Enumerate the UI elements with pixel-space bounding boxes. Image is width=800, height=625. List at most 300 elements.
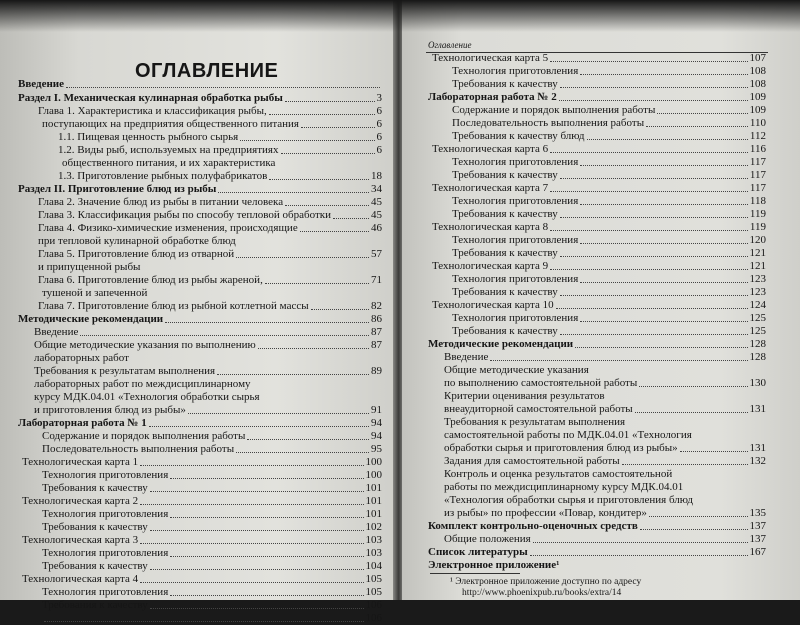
toc-entry-title: при тепловой кулинарной обработке блюд	[38, 235, 236, 247]
toc-leader-dots	[649, 516, 748, 517]
toc-page-number: 109	[749, 104, 766, 116]
toc-entry-title: по выполнению самостоятельной работы	[444, 377, 638, 389]
toc-entry-title: Глава 4. Физико-химические изменения, происходящие	[38, 222, 298, 234]
toc-entry[interactable]	[428, 78, 766, 91]
toc-entry[interactable]	[18, 443, 382, 456]
toc-page-number: 121	[749, 260, 766, 272]
toc-entry[interactable]	[18, 534, 382, 547]
toc-page-number: 6	[376, 105, 382, 117]
toc-leader-dots	[170, 556, 363, 557]
toc-leader-dots	[580, 165, 748, 166]
toc-leader-dots	[580, 321, 747, 322]
toc-leader-dots	[639, 386, 747, 387]
toc-entry[interactable]	[428, 416, 766, 429]
toc-page-number: 18	[371, 170, 382, 182]
toc-entry[interactable]	[428, 520, 766, 533]
toc-entry[interactable]	[18, 157, 382, 170]
toc-page-number: 89	[371, 365, 382, 377]
toc-entry-title: Технология приготовления	[452, 156, 579, 168]
toc-entry[interactable]	[18, 521, 382, 534]
toc-leader-dots	[587, 139, 748, 140]
toc-entry[interactable]	[428, 156, 766, 169]
toc-leader-dots	[560, 178, 748, 179]
toc-entry[interactable]	[18, 261, 382, 274]
toc-entry[interactable]	[18, 78, 382, 91]
toc-entry-title: курсу МДК.04.01 «Технология обработки сырья	[34, 391, 260, 403]
toc-entry[interactable]	[18, 547, 382, 560]
toc-leader-dots	[66, 87, 380, 88]
toc-leader-dots	[580, 74, 747, 75]
toc-entry-title: «Технология обработки сырья и приготовления блюд	[444, 494, 694, 506]
toc-leader-dots	[269, 179, 369, 180]
toc-leader-dots	[258, 348, 369, 349]
toc-leader-dots	[170, 478, 363, 479]
toc-page-number: 87	[371, 339, 382, 351]
toc-entry-title: Требования к качеству	[42, 482, 148, 494]
toc-entry-title: Общие положения	[444, 533, 531, 545]
toc-entry[interactable]	[428, 364, 766, 377]
toc-entry-title: Глава 1. Характеристика и классификация рыбы,	[38, 105, 267, 117]
toc-entry-title: Технологическая карта 6	[432, 143, 549, 155]
toc-page-number: 103	[365, 534, 382, 546]
toc-entry[interactable]	[18, 339, 382, 352]
toc-entry-title: Методические рекомендации	[428, 338, 574, 350]
toc-leader-dots	[236, 257, 369, 258]
toc-entry-title: Глава 5. Приготовление блюд из отварной	[38, 248, 235, 260]
toc-page-number: 100	[365, 469, 382, 481]
toc-leader-dots	[622, 464, 748, 465]
toc-entry-title: Требования к результатам выполнения	[34, 365, 216, 377]
toc-page-number: 123	[749, 286, 766, 298]
toc-entry-title: Задания для самостоятельной работы	[444, 455, 620, 467]
toc-entry-title: Технология приготовления	[452, 273, 579, 285]
footnote	[450, 577, 641, 599]
toc-leader-dots	[140, 543, 363, 544]
toc-entry-title: Требования к результатам выполнения	[444, 416, 626, 428]
toc-entry[interactable]	[428, 390, 766, 403]
toc-entry[interactable]	[428, 273, 766, 286]
toc-entry[interactable]	[18, 352, 382, 365]
toc-leader-dots	[640, 529, 748, 530]
toc-page-number: 100	[365, 456, 382, 468]
toc-page-number: 128	[749, 351, 766, 363]
footnote-rule	[430, 573, 520, 574]
toc-entry[interactable]	[428, 325, 766, 338]
toc-page-number: 131	[749, 442, 766, 454]
toc-entry[interactable]	[18, 313, 382, 326]
toc-leader-dots	[150, 530, 364, 531]
toc-entry[interactable]	[428, 299, 766, 312]
toc-leader-dots	[550, 152, 748, 153]
toc-entry[interactable]	[18, 287, 382, 300]
toc-entry-title: Контроль и оценка результатов самостоятельной	[444, 468, 673, 480]
toc-entry[interactable]	[18, 612, 382, 625]
toc-entry[interactable]	[428, 195, 766, 208]
toc-leader-dots	[657, 113, 747, 114]
toc-page-number: 116	[749, 143, 766, 155]
toc-page-number: 6	[376, 144, 382, 156]
toc-entry[interactable]	[18, 560, 382, 573]
toc-leader-dots	[311, 309, 369, 310]
toc-entry-title: Электронное приложение¹	[428, 559, 560, 571]
toc-entry-title: Общие методические указания	[444, 364, 589, 376]
toc-entry[interactable]	[18, 92, 382, 105]
toc-entry[interactable]	[18, 144, 382, 157]
toc-page-number: 101	[365, 508, 382, 520]
toc-leader-dots	[150, 491, 364, 492]
toc-entry-title: 1.2. Виды рыб, используемых на предприятиях	[58, 144, 279, 156]
toc-page-number: 103	[365, 547, 382, 559]
toc-page-number: 94	[371, 430, 382, 442]
toc-entry-title: обработки сырья и приготовления блюд из рыбы»	[444, 442, 678, 454]
toc-leader-dots	[150, 608, 364, 609]
toc-leader-dots	[550, 191, 748, 192]
toc-leader-dots	[490, 360, 747, 361]
toc-page-number: 105	[365, 573, 382, 585]
toc-entry-title: Последовательность выполнения работы	[42, 443, 235, 455]
toc-leader-dots	[333, 218, 369, 219]
toc-entry-title: Раздел I. Механическая кулинарная обработка рыбы	[18, 92, 283, 104]
toc-entry-title: Глава 7. Приготовление блюд из рыбной котлетной массы	[38, 300, 309, 312]
toc-entry-title: Технология приготовления	[452, 65, 579, 77]
toc-leader-dots	[575, 347, 747, 348]
toc-entry-title: 1.1. Пищевая ценность рыбного сырья	[58, 131, 239, 143]
toc-page-number: 101	[365, 495, 382, 507]
toc-entry[interactable]	[18, 404, 382, 417]
toc-leader-dots	[646, 126, 748, 127]
footnote-url: http://www.phoenixpub.ru/books/extra/14	[462, 588, 622, 598]
toc-page-number: 118	[749, 195, 766, 207]
toc-entry[interactable]	[428, 546, 766, 559]
toc-page-number: 132	[749, 455, 766, 467]
toc-entry-title: Требования к качеству	[452, 208, 558, 220]
toc-entry-title: Комплект контрольно-оценочных средств	[428, 520, 638, 532]
toc-entry-title: Лабораторная работа № 2	[428, 91, 557, 103]
toc-entry[interactable]	[428, 247, 766, 260]
toc-entry-title: Технологическая карта 4	[22, 573, 139, 585]
toc-page-number: 34	[371, 183, 382, 195]
toc-entry[interactable]	[428, 260, 766, 273]
toc-leader-dots	[236, 452, 369, 453]
toc-entry-title: тушеной и запеченной	[42, 287, 148, 299]
toc-leader-dots	[560, 334, 748, 335]
toc-entry-title: Технология приготовления	[452, 195, 579, 207]
toc-entry-title: Технологическая карта 8	[432, 221, 549, 233]
toc-entry[interactable]	[428, 533, 766, 546]
toc-page-number: 109	[749, 91, 766, 103]
toc-entry[interactable]	[18, 300, 382, 313]
toc-page-number: 102	[365, 521, 382, 533]
toc-leader-dots	[556, 308, 748, 309]
toc-page-number: 104	[365, 560, 382, 572]
toc-entry-title: Технология приготовления	[42, 508, 169, 520]
toc-entry-title: Технология приготовления	[42, 469, 169, 481]
toc-entry-title: Введение	[34, 326, 79, 338]
toc-entry[interactable]	[428, 481, 766, 494]
toc-entry-title: 1.3. Приготовление рыбных полуфабрикатов	[58, 170, 268, 182]
toc-entry-title: Раздел II. Приготовление блюд из рыбы	[18, 183, 217, 195]
toc-leader-dots	[560, 256, 748, 257]
toc-entry[interactable]	[428, 351, 766, 364]
toc-entry[interactable]	[18, 131, 382, 144]
toc-entry[interactable]	[428, 104, 766, 117]
toc-leader-dots	[560, 87, 748, 88]
toc-page-number: 6	[376, 118, 382, 130]
toc-leader-dots	[247, 439, 369, 440]
toc-leader-dots	[188, 413, 369, 414]
toc-entry-title: Глава 2. Значение блюд из рыбы в питании человека	[38, 196, 284, 208]
toc-page-number: 3	[376, 92, 382, 104]
toc-leader-dots	[300, 231, 369, 232]
toc-entry-title: лабораторных работ	[34, 352, 129, 364]
toc-entry[interactable]	[18, 118, 382, 131]
running-head: Оглавление	[428, 40, 472, 50]
toc-entry[interactable]	[18, 456, 382, 469]
toc-entry-title: Список литературы	[428, 546, 528, 558]
toc-entry-title: и приготовления блюд из рыбы»	[34, 404, 186, 416]
toc-entry-title: внеаудиторной самостоятельной работы	[444, 403, 633, 415]
toc-leader-dots	[140, 582, 363, 583]
toc-entry[interactable]	[428, 442, 766, 455]
toc-entry[interactable]	[18, 170, 382, 183]
toc-entry[interactable]	[18, 183, 382, 196]
toc-leader-dots	[165, 322, 369, 323]
toc-entry[interactable]	[428, 169, 766, 182]
toc-entry-title: Введение	[18, 78, 65, 90]
right-page	[402, 0, 800, 600]
toc-entry-title: Требования к качеству	[42, 521, 148, 533]
toc-entry-title: Технологическая карта 10	[432, 299, 554, 311]
toc-page-number: 110	[749, 117, 766, 129]
toc-entry-title: Содержание и порядок выполнения работы	[452, 104, 656, 116]
toc-page-number: 45	[371, 196, 382, 208]
toc-page-number: 6	[376, 131, 382, 143]
toc-leader-dots	[149, 426, 369, 427]
toc-page-number: 130	[749, 377, 766, 389]
toc-leader-dots	[550, 269, 747, 270]
toc-leader-dots	[140, 504, 363, 505]
toc-leader-dots	[301, 127, 375, 128]
toc-entry[interactable]	[18, 378, 382, 391]
toc-page-number: 167	[749, 546, 766, 558]
toc-entry-title: Технология приготовления	[452, 312, 579, 324]
toc-leader-dots	[560, 217, 748, 218]
page-title: ОГЛАВЛЕНИЕ	[135, 60, 279, 82]
toc-entry[interactable]	[428, 338, 766, 351]
toc-entry[interactable]	[428, 455, 766, 468]
toc-leader-dots	[140, 465, 363, 466]
toc-page-number: 124	[749, 299, 766, 311]
toc-entry[interactable]	[428, 312, 766, 325]
toc-page-number: 137	[749, 520, 766, 532]
toc-entry-title: Лабораторная работа № 1	[18, 417, 147, 429]
toc-entry-title: работы по междисциплинарному курсу МДК.04.01	[444, 481, 684, 493]
toc-page-number: 119	[749, 221, 766, 233]
toc-entry[interactable]	[18, 469, 382, 482]
toc-entry[interactable]	[18, 391, 382, 404]
toc-entry-title: Технологическая карта 7	[432, 182, 549, 194]
toc-entry[interactable]	[18, 573, 382, 586]
toc-entry[interactable]	[428, 130, 766, 143]
toc-page-number: 121	[749, 247, 766, 259]
toc-entry[interactable]	[18, 248, 382, 261]
toc-leader-dots	[80, 335, 369, 336]
toc-page-number: 94	[371, 417, 382, 429]
toc-entry[interactable]	[428, 403, 766, 416]
toc-entry[interactable]	[428, 143, 766, 156]
toc-leader-dots	[580, 243, 747, 244]
toc-entry[interactable]	[18, 274, 382, 287]
toc-leader-dots	[533, 542, 748, 543]
toc-entry[interactable]	[428, 377, 766, 390]
toc-entry-title: Глава 6. Приготовление блюд из рыбы жареной,	[38, 274, 263, 286]
toc-page-number: 117	[749, 156, 766, 168]
toc-entry-title: Технологическая карта 9	[432, 260, 549, 272]
toc-leader-dots	[218, 192, 369, 193]
toc-leader-dots	[680, 451, 748, 452]
toc-entry[interactable]	[428, 91, 766, 104]
toc-entry[interactable]	[18, 599, 382, 612]
left-page	[0, 0, 395, 624]
toc-page-number: 45	[371, 209, 382, 221]
toc-leader-dots	[580, 204, 748, 205]
toc-page-number: 108	[749, 78, 766, 90]
toc-entry[interactable]	[428, 468, 766, 481]
toc-entry[interactable]	[428, 221, 766, 234]
toc-entry[interactable]	[428, 234, 766, 247]
toc-entry-title: Требования к качеству	[42, 599, 148, 611]
toc-entry-title: Технология приготовления	[452, 234, 579, 246]
toc-entry[interactable]	[18, 235, 382, 248]
toc-leader-dots	[240, 140, 374, 141]
toc-entry-title: Введение	[444, 351, 489, 363]
toc-page-number: 95	[371, 443, 382, 455]
toc-page-number: 105	[365, 586, 382, 598]
toc-entry[interactable]	[18, 196, 382, 209]
toc-entry-title: самостоятельной работы по МДК.04.01 «Технология	[444, 429, 692, 441]
toc-leader-dots	[281, 153, 375, 154]
toc-entry-title: и припущенной рыбы	[38, 261, 141, 273]
toc-page-number: 87	[371, 326, 382, 338]
toc-leader-dots	[285, 205, 369, 206]
toc-leader-dots	[550, 61, 747, 62]
toc-page-number: 112	[749, 130, 766, 142]
toc-entry[interactable]	[18, 209, 382, 222]
toc-entry[interactable]	[18, 586, 382, 599]
toc-entry[interactable]	[428, 286, 766, 299]
toc-leader-dots	[265, 283, 369, 284]
toc-page-number: 131	[749, 403, 766, 415]
toc-entry-title: Содержание и порядок выполнения работы	[42, 430, 246, 442]
toc-entry[interactable]	[428, 117, 766, 130]
toc-page-number: 137	[749, 533, 766, 545]
toc-leader-dots	[269, 114, 375, 115]
toc-entry-title: Технологическая карта 1	[22, 456, 139, 468]
toc-entry[interactable]	[428, 52, 766, 65]
toc-entry-title: Требования к качеству	[452, 78, 558, 90]
toc-page-number: 117	[749, 169, 766, 181]
toc-entry-title: из рыбы» по профессии «Повар, кондитер»	[444, 507, 647, 519]
toc-entry[interactable]	[18, 365, 382, 378]
toc-leader-dots	[550, 230, 748, 231]
toc-page-number: 106	[365, 599, 382, 611]
toc-page-number: 128	[749, 338, 766, 350]
toc-page-number: 108	[749, 65, 766, 77]
toc-entry[interactable]	[18, 222, 382, 235]
toc-leader-dots	[559, 100, 748, 101]
toc-entry-title: Технологическая карта 5	[432, 52, 549, 64]
toc-entry[interactable]	[428, 182, 766, 195]
toc-entry-title: Требования к качеству	[42, 560, 148, 572]
toc-leader-dots	[170, 517, 363, 518]
toc-entry[interactable]	[428, 494, 766, 507]
toc-page-number: 107	[749, 52, 766, 64]
toc-page-number: 120	[749, 234, 766, 246]
toc-entry[interactable]	[18, 105, 382, 118]
toc-page-number: 106	[365, 612, 382, 624]
toc-entry[interactable]	[18, 508, 382, 521]
toc-leader-dots	[217, 374, 369, 375]
toc-page-number: 71	[371, 274, 382, 286]
toc-entry-title: Последовательность выполнения работы	[452, 117, 645, 129]
toc-page-number: 82	[371, 300, 382, 312]
toc-entry-title: поступающих на предприятия общественного питания	[42, 118, 299, 130]
toc-entry-title: Технологическая карта 3	[22, 534, 139, 546]
toc-leader-dots	[170, 595, 363, 596]
toc-entry-title: Требования к качеству	[452, 169, 558, 181]
toc-entry[interactable]	[18, 495, 382, 508]
toc-entry[interactable]	[428, 559, 766, 572]
toc-entry[interactable]	[428, 208, 766, 221]
toc-entry-title: лабораторных работ по междисциплинарному	[34, 378, 251, 390]
toc-entry-title: Требования к качеству	[452, 325, 558, 337]
toc-entry-title: общественного питания, и их характеристика	[62, 157, 276, 169]
toc-page-number: 119	[749, 208, 766, 220]
toc-entry[interactable]	[18, 482, 382, 495]
toc-leader-dots	[530, 555, 748, 556]
toc-entry-title: Требования к качеству	[452, 247, 558, 259]
footnote-text: ¹ Электронное приложение доступно по адресу	[450, 577, 642, 587]
toc-page-number: 125	[749, 312, 766, 324]
toc-entry-title: Технология приготовления	[42, 586, 169, 598]
toc-page-number: 57	[371, 248, 382, 260]
toc-leader-dots	[285, 101, 375, 102]
toc-entry-title: Технологическая карта 2	[22, 495, 139, 507]
toc-page-number: 86	[371, 313, 382, 325]
toc-page-number: 125	[749, 325, 766, 337]
toc-entry-title: Критерии оценивания результатов	[444, 390, 605, 402]
toc-entry-title: Требования к качеству	[452, 286, 558, 298]
toc-entry[interactable]	[18, 326, 382, 339]
toc-entry[interactable]	[428, 65, 766, 78]
toc-entry-title: Требования к качеству блюд	[452, 130, 585, 142]
toc-leader-dots	[44, 621, 364, 622]
toc-page-number: 46	[371, 222, 382, 234]
toc-entry[interactable]	[428, 507, 766, 520]
toc-page-number: 91	[371, 404, 382, 416]
toc-entry-title: Технология приготовления	[42, 547, 169, 559]
toc-entry[interactable]	[428, 429, 766, 442]
toc-entry-title: Методические рекомендации	[18, 313, 164, 325]
toc-entry-title: Глава 3. Классификация рыбы по способу тепловой обработки	[38, 209, 332, 221]
toc-entry[interactable]	[18, 417, 382, 430]
toc-leader-dots	[580, 282, 747, 283]
toc-page-number: 123	[749, 273, 766, 285]
toc-page-number: 101	[365, 482, 382, 494]
toc-entry[interactable]	[18, 430, 382, 443]
toc-page-number: 135	[749, 507, 766, 519]
toc-page-number: 117	[749, 182, 766, 194]
